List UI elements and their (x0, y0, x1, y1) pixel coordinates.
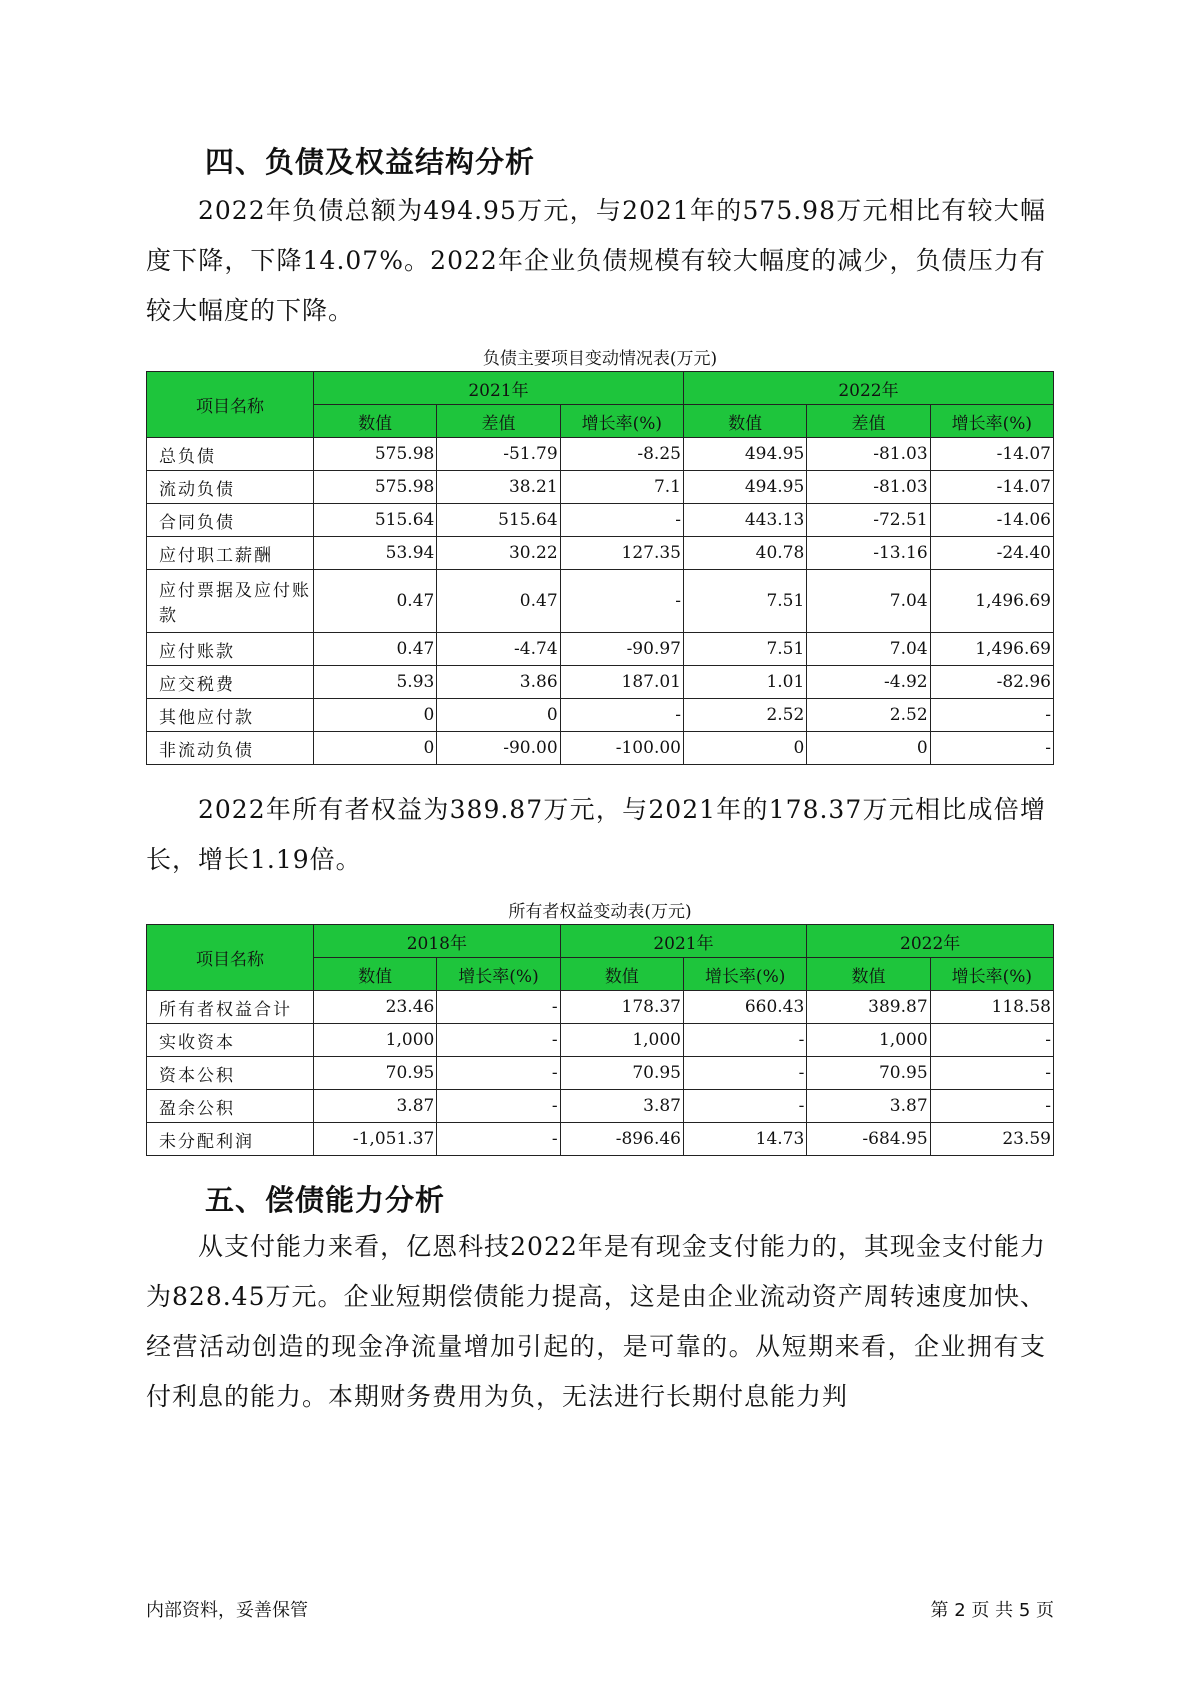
table-cell: 575.98 (314, 471, 437, 504)
table-cell: 0 (314, 699, 437, 732)
equity-table (146, 924, 1054, 1156)
table-cell: 389.87 (807, 991, 930, 1024)
row-label: 未分配利润 (147, 1123, 314, 1156)
table-cell: -13.16 (807, 537, 930, 570)
table-cell: 3.87 (807, 1090, 930, 1123)
subheader: 增长率(%) (437, 958, 560, 991)
subheader: 数值 (314, 405, 437, 438)
row-label: 其他应付款 (147, 699, 314, 732)
table-cell: 1,000 (560, 1024, 683, 1057)
table-cell: 70.95 (560, 1057, 683, 1090)
table-cell: 3.86 (437, 666, 560, 699)
table-cell: -51.79 (437, 438, 560, 471)
table-row (147, 666, 1054, 699)
table-cell: - (930, 732, 1053, 765)
table-row (147, 1024, 1054, 1057)
table-cell: -81.03 (807, 438, 930, 471)
row-label: 应交税费 (147, 666, 314, 699)
table-cell: -4.92 (807, 666, 930, 699)
table-cell: 70.95 (807, 1057, 930, 1090)
liabilities-table (146, 371, 1054, 765)
table-cell: - (437, 1123, 560, 1156)
table-cell: - (437, 1090, 560, 1123)
table-cell: 5.93 (314, 666, 437, 699)
row-label: 应付票据及应付账款 (147, 570, 314, 633)
table-cell: 0.47 (314, 633, 437, 666)
subheader: 增长率(%) (560, 405, 683, 438)
table-cell: -90.00 (437, 732, 560, 765)
footer-page-number: 第 2 页 共 5 页 (930, 1600, 1054, 1621)
row-label: 资本公积 (147, 1057, 314, 1090)
table-cell: 7.1 (560, 471, 683, 504)
table-row (147, 732, 1054, 765)
table-cell: -81.03 (807, 471, 930, 504)
footer-confidential-note: 内部资料，妥善保管 (146, 1600, 308, 1621)
row-label: 应付职工薪酬 (147, 537, 314, 570)
table-cell: - (930, 699, 1053, 732)
table-cell: 53.94 (314, 537, 437, 570)
table-cell: - (437, 1057, 560, 1090)
subheader: 差值 (807, 405, 930, 438)
row-label: 实收资本 (147, 1024, 314, 1057)
table-cell: -100.00 (560, 732, 683, 765)
table-cell: 1.01 (683, 666, 806, 699)
row-label: 流动负债 (147, 471, 314, 504)
table-cell: - (437, 991, 560, 1024)
table-cell: -684.95 (807, 1123, 930, 1156)
table-cell: 118.58 (930, 991, 1053, 1024)
table-cell: -14.06 (930, 504, 1053, 537)
table-cell: -90.97 (560, 633, 683, 666)
table-cell: 660.43 (683, 991, 806, 1024)
table-row (147, 1123, 1054, 1156)
subheader: 增长率(%) (930, 405, 1053, 438)
subheader: 增长率(%) (930, 958, 1053, 991)
table-row (147, 570, 1054, 633)
table-row (147, 471, 1054, 504)
table-cell: 443.13 (683, 504, 806, 537)
table-cell: - (560, 570, 683, 633)
table-cell: 0.47 (314, 570, 437, 633)
table-cell: 1,000 (807, 1024, 930, 1057)
row-label: 总负债 (147, 438, 314, 471)
table-cell: 14.73 (683, 1123, 806, 1156)
table-cell: -82.96 (930, 666, 1053, 699)
subheader: 数值 (314, 958, 437, 991)
year-header: 2018年 (314, 925, 561, 958)
table-cell: -14.07 (930, 438, 1053, 471)
table-cell: 0 (314, 732, 437, 765)
table-cell: 575.98 (314, 438, 437, 471)
subheader: 数值 (560, 958, 683, 991)
table-row (147, 1090, 1054, 1123)
table-cell: 7.51 (683, 633, 806, 666)
table-cell: -1,051.37 (314, 1123, 437, 1156)
row-label: 应付账款 (147, 633, 314, 666)
table-cell: -24.40 (930, 537, 1053, 570)
table-row (147, 537, 1054, 570)
section5-paragraph-1: 从支付能力来看，亿恩科技2022年是有现金支付能力的，其现金支付能力为828.45万元。企业短期偿债能力提高，这是由企业流动资产周转速度加快、经营活动创造的现金净流量增加引起的，是可靠的。从短期来看，企业拥有支付利息的能力。本期财务费用为负，无法进行长期付息能力判 (146, 1232, 1046, 1411)
row-label: 合同负债 (147, 504, 314, 537)
row-label: 非流动负债 (147, 732, 314, 765)
table-cell: 1,000 (314, 1024, 437, 1057)
table-row (147, 1057, 1054, 1090)
table-cell: -14.07 (930, 471, 1053, 504)
table-row (147, 633, 1054, 666)
table-cell: 3.87 (314, 1090, 437, 1123)
table-cell: 2.52 (807, 699, 930, 732)
table-cell: 23.46 (314, 991, 437, 1024)
table-cell: 494.95 (683, 471, 806, 504)
table-cell: -4.74 (437, 633, 560, 666)
section5-heading: 五、偿债能力分析 (205, 1183, 446, 1217)
subheader: 差值 (437, 405, 560, 438)
table-cell: 515.64 (437, 504, 560, 537)
table-cell: -896.46 (560, 1123, 683, 1156)
table-cell: 70.95 (314, 1057, 437, 1090)
col-item-header: 项目名称 (147, 372, 314, 438)
table-cell: 7.51 (683, 570, 806, 633)
table-cell: 7.04 (807, 570, 930, 633)
table-row (147, 991, 1054, 1024)
table-cell: 0 (683, 732, 806, 765)
table-cell: 127.35 (560, 537, 683, 570)
table-cell: - (930, 1090, 1053, 1123)
table-cell: 40.78 (683, 537, 806, 570)
table-cell: 515.64 (314, 504, 437, 537)
table-cell: 1,496.69 (930, 633, 1053, 666)
section4-heading: 四、负债及权益结构分析 (205, 145, 536, 179)
subheader: 数值 (683, 405, 806, 438)
table-cell: - (683, 1090, 806, 1123)
table-cell: 3.87 (560, 1090, 683, 1123)
table-cell: 23.59 (930, 1123, 1053, 1156)
table-cell: -8.25 (560, 438, 683, 471)
year-header: 2022年 (683, 372, 1053, 405)
table-cell: - (560, 504, 683, 537)
table-cell: - (930, 1057, 1053, 1090)
table-cell: -72.51 (807, 504, 930, 537)
row-label: 盈余公积 (147, 1090, 314, 1123)
row-label: 所有者权益合计 (147, 991, 314, 1024)
table-row (147, 504, 1054, 537)
table-row (147, 699, 1054, 732)
table-cell: - (437, 1024, 560, 1057)
table-row (147, 438, 1054, 471)
subheader: 数值 (807, 958, 930, 991)
year-header: 2021年 (560, 925, 807, 958)
table-cell: 1,496.69 (930, 570, 1053, 633)
table-cell: 30.22 (437, 537, 560, 570)
liabilities-table-caption: 负债主要项目变动情况表(万元) (482, 349, 718, 369)
table-cell: - (683, 1057, 806, 1090)
section4-paragraph-1: 2022年负债总额为494.95万元，与2021年的575.98万元相比有较大幅度下降，下降14.07%。2022年企业负债规模有较大幅度的减少，负债压力有较大幅度的下降。 (146, 196, 1046, 325)
table-cell: 494.95 (683, 438, 806, 471)
table-cell: 38.21 (437, 471, 560, 504)
table-cell: - (560, 699, 683, 732)
section4-paragraph-2: 2022年所有者权益为389.87万元，与2021年的178.37万元相比成倍增长，增长1.19倍。 (146, 795, 1046, 874)
subheader: 增长率(%) (683, 958, 806, 991)
table-cell: 0 (437, 699, 560, 732)
year-header: 2021年 (314, 372, 684, 405)
table-cell: 187.01 (560, 666, 683, 699)
table-cell: 7.04 (807, 633, 930, 666)
table-cell: 2.52 (683, 699, 806, 732)
year-header: 2022年 (807, 925, 1054, 958)
table-cell: - (930, 1024, 1053, 1057)
equity-table-caption: 所有者权益变动表(万元) (508, 902, 692, 922)
col-item-header: 项目名称 (147, 925, 314, 991)
table-cell: - (683, 1024, 806, 1057)
table-cell: 178.37 (560, 991, 683, 1024)
table-cell: 0.47 (437, 570, 560, 633)
table-cell: 0 (807, 732, 930, 765)
